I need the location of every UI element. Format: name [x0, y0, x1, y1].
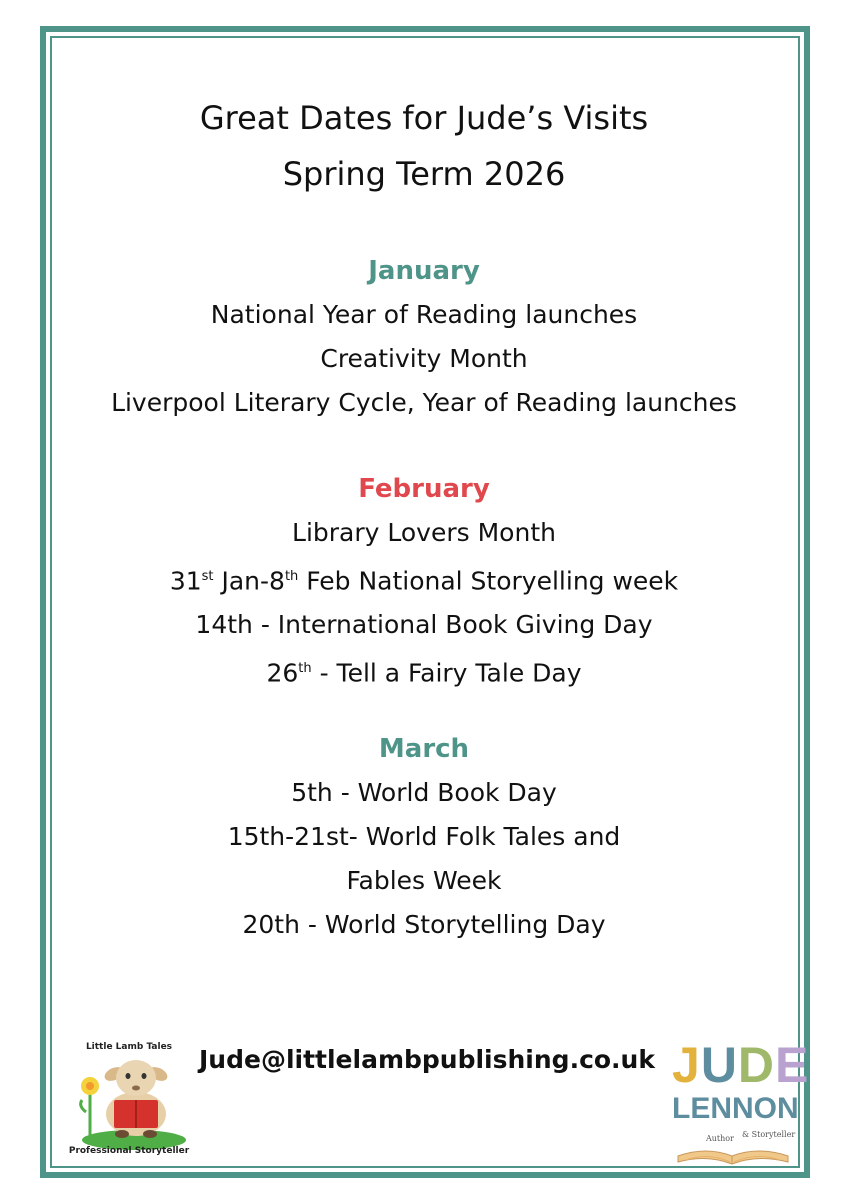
- february-line-storytelling-week: [0, 555, 848, 603]
- logo-word-lennon: LENNON: [672, 1092, 799, 1125]
- jude-lennon-logo: [672, 1037, 810, 1172]
- logo-letter: E: [775, 1037, 810, 1093]
- logo-top-text: Little Lamb Tales: [85, 1042, 173, 1052]
- little-lamb-tales-logo: [64, 1030, 194, 1164]
- february-line: 14th - International Book Giving Day: [195, 610, 653, 640]
- logo-bottom-text: Professional Storyteller: [68, 1146, 190, 1156]
- logo-letter: J: [672, 1037, 701, 1093]
- section-march: [0, 727, 848, 947]
- date-suffix: th: [284, 569, 299, 584]
- title-line-1: Great Dates for Jude’s Visits: [199, 99, 649, 137]
- logo-tagline-storyteller: & Storyteller: [742, 1130, 796, 1139]
- contact-email[interactable]: Jude@littlelambpublishing.co.uk: [199, 1045, 655, 1074]
- march-line: 15th-21st- World Folk Tales and: [227, 822, 621, 851]
- logo-letter: D: [737, 1037, 776, 1093]
- date-suffix: th: [298, 661, 312, 677]
- page-title: [0, 90, 848, 202]
- date-day: 26: [266, 658, 299, 688]
- january-heading: January: [368, 256, 480, 286]
- march-line: Fables Week: [346, 866, 502, 895]
- event-text: - Tell a Fairy Tale Day: [311, 658, 582, 688]
- logo-word-jude: [672, 1037, 810, 1093]
- section-february: [0, 467, 848, 696]
- date-range-mid: Jan-8: [213, 566, 285, 596]
- january-line: National Year of Reading launches: [210, 300, 638, 329]
- logo-tagline-author: Author: [706, 1134, 734, 1143]
- february-line: Library Lovers Month: [292, 518, 556, 547]
- march-line: 5th - World Book Day: [291, 778, 557, 807]
- date-suffix: st: [201, 569, 214, 584]
- event-text: Feb National Storyelling week: [298, 566, 679, 596]
- section-january: [0, 249, 848, 425]
- date-day: 31: [169, 566, 202, 596]
- february-line-fairy-tale: [0, 647, 848, 695]
- february-heading: February: [358, 474, 490, 504]
- january-line: Liverpool Literary Cycle, Year of Reading launches: [111, 388, 737, 417]
- january-line: Creativity Month: [320, 344, 528, 373]
- title-line-2: Spring Term 2026: [282, 155, 566, 193]
- march-heading: March: [378, 734, 470, 764]
- march-line: 20th - World Storytelling Day: [242, 910, 606, 939]
- logo-letter: U: [700, 1037, 738, 1093]
